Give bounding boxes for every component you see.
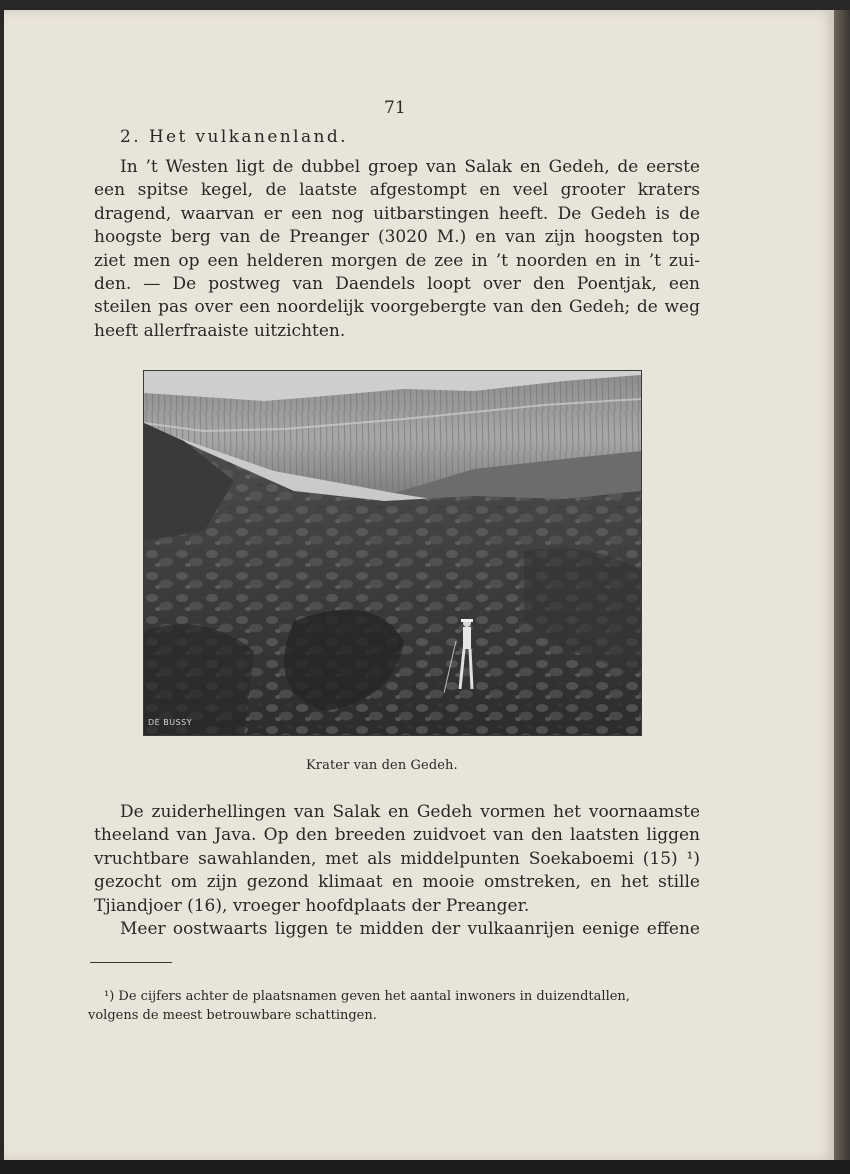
scan-bottom-border bbox=[0, 1160, 850, 1174]
paragraph-line: In ’t Westen ligt de dubbel groep van Salak en Gedeh, de eerste bbox=[120, 157, 700, 177]
paragraph-line: vruchtbare sawahlanden, met als middelpunten Soekaboemi (15) ¹) bbox=[94, 848, 700, 869]
paragraph-1 bbox=[94, 156, 700, 343]
paragraph-line: hoogste berg van de Preanger (3020 M.) en van zijn hoogsten top bbox=[94, 227, 700, 248]
paragraph-line: Tjiandjoer (16), vroeger hoofdplaats der Preanger. bbox=[94, 895, 530, 916]
paragraph-line: theeland van Java. Op den breeden zuidvoet van den laatsten liggen bbox=[94, 825, 700, 846]
footnote-line: ¹) De cijfers achter de plaatsnamen geven het aantal inwoners in duizendtallen, bbox=[104, 989, 630, 1004]
page-edge-shadow bbox=[834, 10, 850, 1174]
section-heading: 2. Het vulkanenland. bbox=[120, 127, 348, 147]
photo-credit: DE BUSSY bbox=[148, 718, 193, 727]
crater-photograph bbox=[143, 370, 642, 736]
paragraph-line: den. — De postweg van Daendels loopt over den Poentjak, een bbox=[94, 274, 700, 295]
photo-caption: Krater van den Gedeh. bbox=[306, 758, 458, 773]
footnote-line: volgens de meest betrouwbare schattingen. bbox=[88, 1008, 377, 1023]
paragraph-line: een spitse kegel, de laatste afgestompt en veel grooter kraters bbox=[94, 180, 700, 201]
paragraph-line: De zuiderhellingen van Salak en Gedeh vormen het voornaamste bbox=[120, 802, 700, 822]
paragraph-line: gezocht om zijn gezond klimaat en mooie omstreken, en het stille bbox=[94, 872, 700, 893]
paragraph-line: dragend, waarvan er een nog uitbarstingen heeft. De Gedeh is de bbox=[94, 203, 700, 224]
paragraph-line: steilen pas over een noordelijk voorgebergte van den Gedeh; de weg bbox=[94, 297, 700, 318]
paragraph-2 bbox=[94, 801, 700, 941]
paragraph-line: Meer oostwaarts liggen te midden der vulkaanrijen eenige effene bbox=[120, 919, 700, 940]
paragraph-line: ziet men op een helderen morgen de zee in ’t noorden en in ’t zui- bbox=[94, 250, 700, 271]
footnote bbox=[88, 987, 696, 1025]
crater-photo-illustration bbox=[144, 371, 641, 735]
footnote-separator bbox=[90, 962, 172, 963]
paragraph-line: heeft allerfraaiste uitzichten. bbox=[94, 320, 346, 341]
page-number: 71 bbox=[384, 98, 406, 118]
